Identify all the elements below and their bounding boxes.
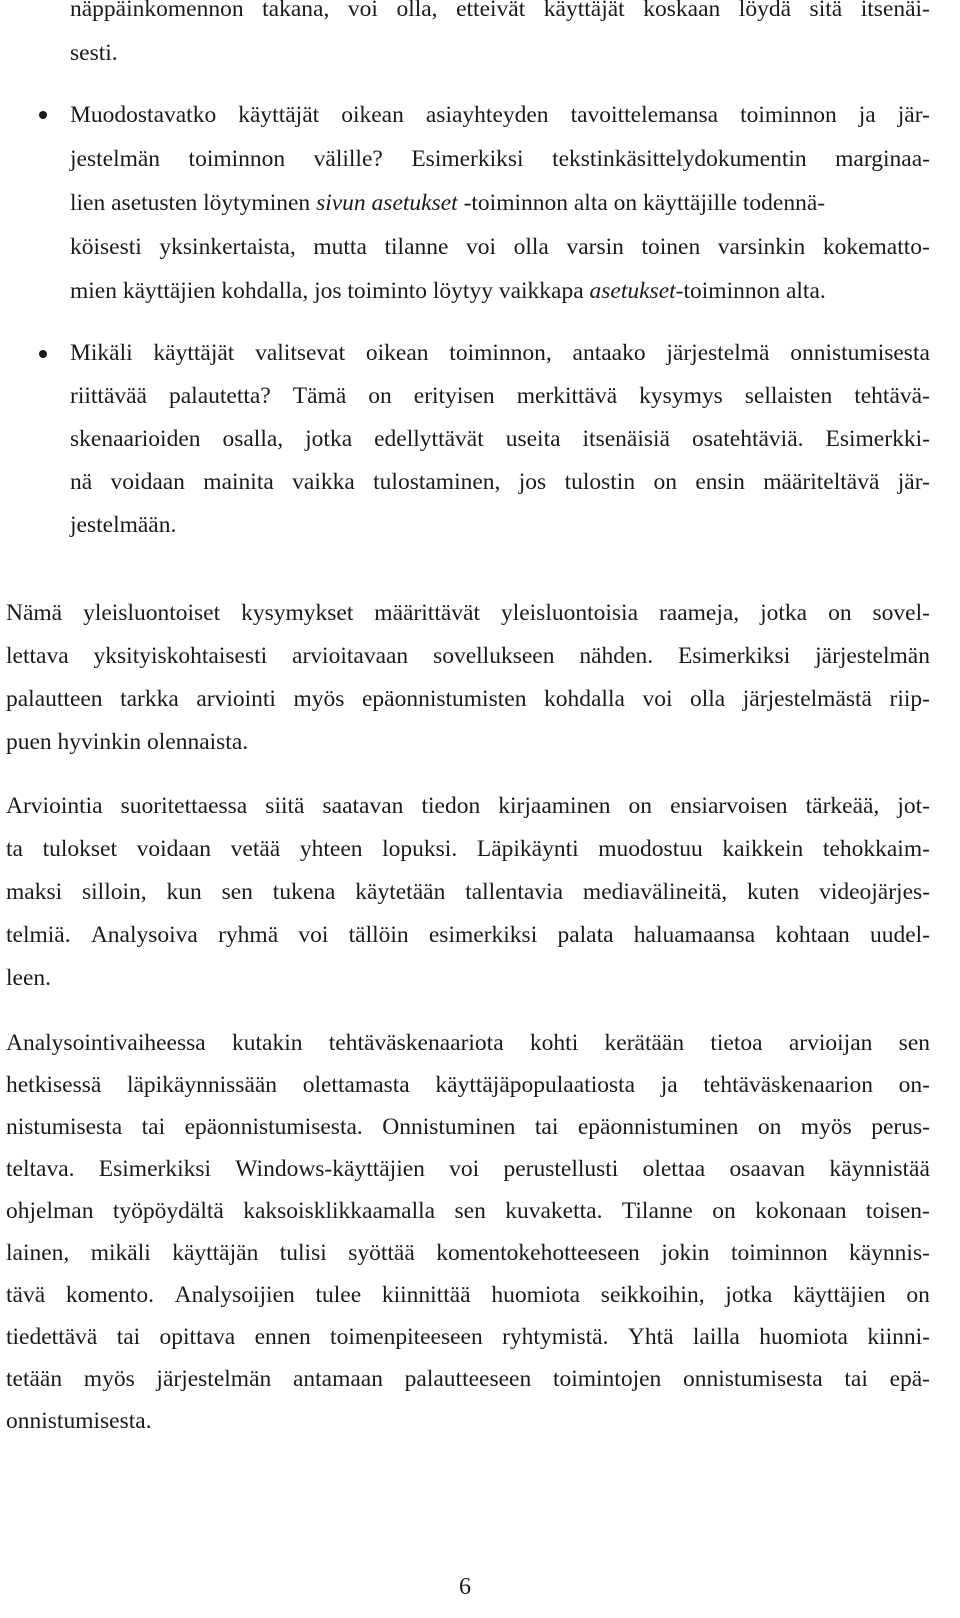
text-line: Nämä yleisluontoiset kysymykset määrittävät yleisluontoisia raameja, jotka on sovel- xyxy=(6,600,930,626)
text-line: maksi silloin, kun sen tukena käytetään tallentavia mediavälineitä, kuten videojärjes- xyxy=(6,879,930,905)
text-line: leen. xyxy=(6,965,52,991)
text-line: nä voidaan mainita vaikka tulostaminen, jos tulostin on ensin määriteltävä jär- xyxy=(70,469,930,495)
text-line: ta tulokset voidaan vetää yhteen lopuksi. Läpikäynti muodostuu kaikkein tehokkaim- xyxy=(6,836,930,862)
text-line: Analysointivaiheessa kutakin tehtäväskenaariota kohti kerätään tietoa arvioijan sen xyxy=(6,1030,930,1056)
text-line: nistumisesta tai epäonnistumisesta. Onnistuminen tai epäonnistuminen on myös perus- xyxy=(6,1114,930,1140)
text-line: hetkisessä läpikäynnissään olettamasta käyttäjäpopulaatiosta ja tehtäväskenaarion on- xyxy=(6,1072,930,1098)
text-line: skenaarioiden osalla, jotka edellyttävät useita itsenäisiä osatehtäviä. Esimerkki- xyxy=(70,426,930,452)
text-line: tiedettävä tai opittava ennen toimenpiteeseen ryhtymistä. Yhtä lailla huomiota kiinni- xyxy=(6,1324,930,1350)
text-line: näppäinkomennon takana, voi olla, etteivät käyttäjät koskaan löydä sitä itsenäi- xyxy=(70,0,930,22)
text-line: telmiä. Analysoiva ryhmä voi tällöin esimerkiksi palata haluamaansa kohtaan uudel- xyxy=(6,922,930,948)
italic-term: asetukset xyxy=(589,278,676,304)
text-line: tetään myös järjestelmän antamaan palautteeseen toimintojen onnistumisesta tai epä- xyxy=(6,1366,930,1392)
page-number: 6 xyxy=(459,1574,471,1600)
text-line: lettava yksityiskohtaisesti arvioitavaan sovellukseen nähden. Esimerkiksi järjestelmän xyxy=(6,643,930,669)
text-line: Muodostavatko käyttäjät oikean asiayhteyden tavoittelemansa toiminnon ja jär- xyxy=(70,102,930,128)
text-line: jestelmään. xyxy=(70,512,177,538)
text-line: köisesti yksinkertaista, mutta tilanne voi olla varsin toinen varsinkin kokematto- xyxy=(70,234,930,260)
text-line: ohjelman työpöydältä kaksoisklikkaamalla sen kuvaketta. Tilanne on kokonaan toisen- xyxy=(6,1198,930,1224)
text-line: tävä komento. Analysoijien tulee kiinnittää huomiota seikkoihin, jotka käyttäjien on xyxy=(6,1282,930,1308)
bullet-icon xyxy=(39,350,47,358)
text-line: teltava. Esimerkiksi Windows-käyttäjien voi perustellusti olettaa osaavan käynnistää xyxy=(6,1156,930,1182)
text-line: riittävää palautetta? Tämä on erityisen merkittävä kysymys sellaisten tehtävä- xyxy=(70,383,930,409)
text-line: onnistumisesta. xyxy=(6,1408,152,1434)
text-line: jestelmän toiminnon välille? Esimerkiksi tekstinkäsittelydokumentin marginaa- xyxy=(70,146,930,172)
text-line: palautteen tarkka arviointi myös epäonnistumisten kohdalla voi olla järjestelmästä riip- xyxy=(6,686,930,712)
text-line: sesti. xyxy=(70,40,118,66)
text-line: lien asetusten löytyminen sivun asetukset -toiminnon alta on käyttäjille todennä- xyxy=(70,190,826,216)
text-line: puen hyvinkin olennaista. xyxy=(6,729,249,755)
text-line: Mikäli käyttäjät valitsevat oikean toiminnon, antaako järjestelmä onnistumisesta xyxy=(70,340,930,366)
text-line: mien käyttäjien kohdalla, jos toiminto löytyy vaikkapa asetukset-toiminnon alta. xyxy=(70,278,826,304)
bullet-icon xyxy=(39,111,47,119)
text-line: Arviointia suoritettaessa siitä saatavan tiedon kirjaaminen on ensiarvoisen tärkeää, jot- xyxy=(6,793,930,819)
italic-term: sivun asetukset xyxy=(316,190,458,216)
text-line: lainen, mikäli käyttäjän tulisi syöttää komentokehotteeseen jokin toiminnon käynnis- xyxy=(6,1240,930,1266)
